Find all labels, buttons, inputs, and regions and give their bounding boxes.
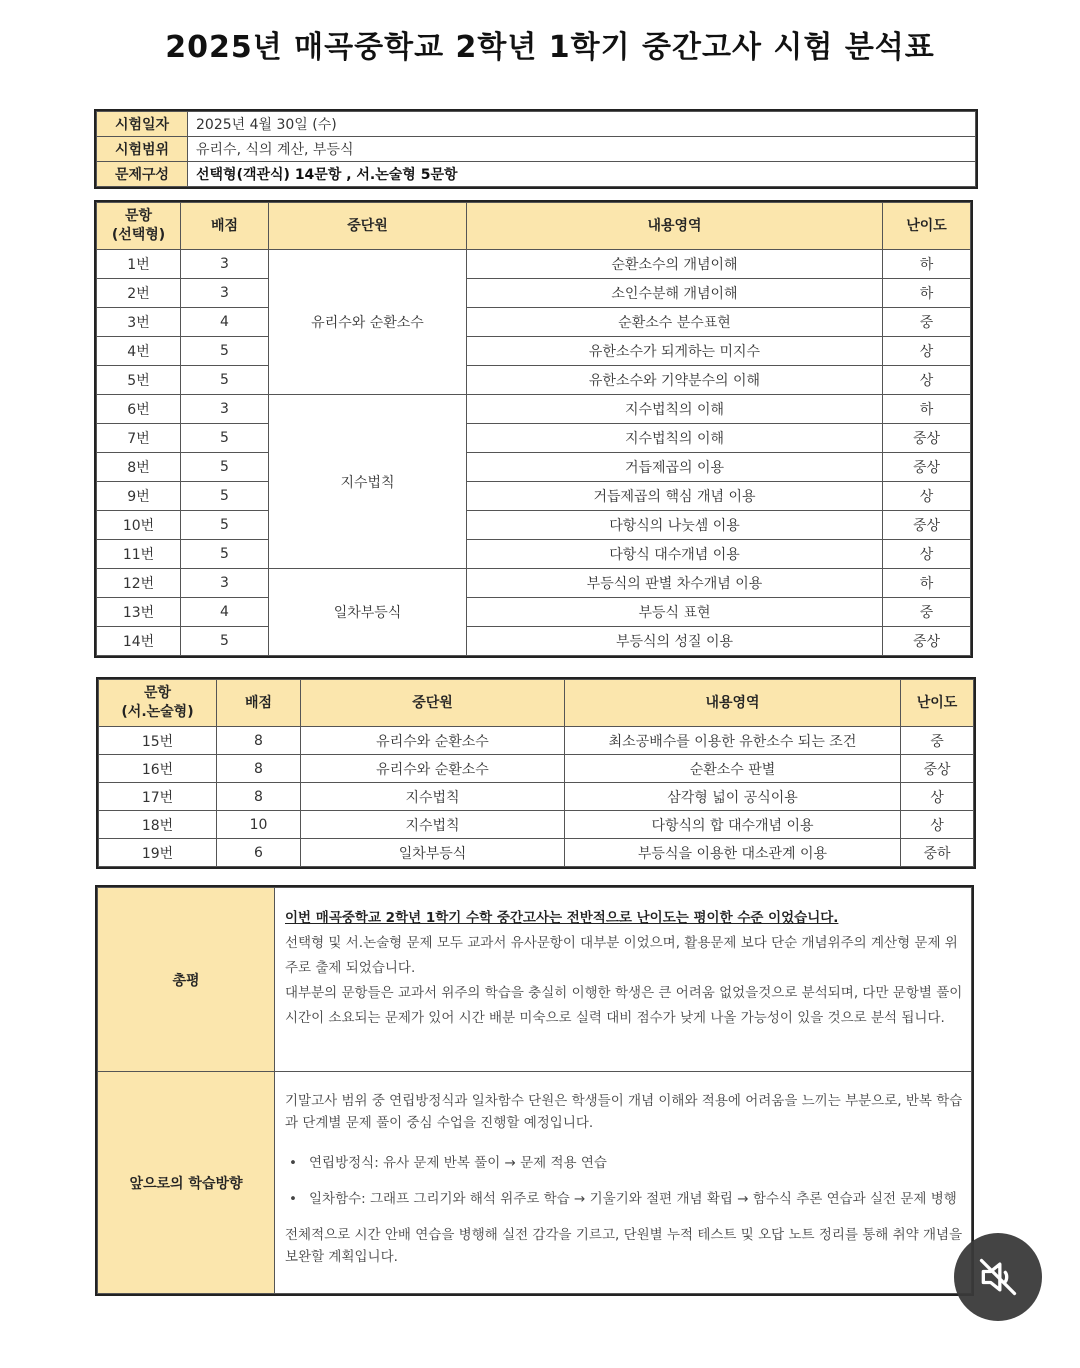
unit-cell: 지수법칙 bbox=[269, 395, 467, 569]
points: 4 bbox=[181, 598, 269, 627]
unit-cell: 지수법칙 bbox=[301, 811, 565, 839]
info-label: 문제구성 bbox=[97, 162, 188, 187]
speaker-muted-icon[interactable] bbox=[954, 1233, 1042, 1321]
table-row bbox=[97, 511, 971, 540]
points: 5 bbox=[181, 366, 269, 395]
question-number: 6번 bbox=[97, 395, 181, 424]
bullet-text: 일차함수: 그래프 그리기와 해석 위주로 학습 → 기울기와 절편 개념 확립 → 함수식 추론 연습과 실전 문제 병행 bbox=[309, 1191, 957, 1207]
content-area: 거듭제곱의 이용 bbox=[467, 453, 883, 482]
header-question bbox=[99, 680, 217, 727]
content-area: 부등식 표현 bbox=[467, 598, 883, 627]
content-area: 다항식의 나눗셈 이용 bbox=[467, 511, 883, 540]
difficulty: 중하 bbox=[901, 839, 974, 867]
table-row bbox=[97, 482, 971, 511]
header-question-line1: 문항 bbox=[124, 208, 153, 224]
header-content: 내용영역 bbox=[467, 203, 883, 250]
difficulty: 중 bbox=[883, 598, 971, 627]
table-row bbox=[97, 279, 971, 308]
table-row bbox=[99, 727, 974, 755]
summary-body-1: 선택형 및 서.논술형 문제 모두 교과서 유사문항이 대부분 이었으며, 활용문제 보다 단순 개념위주의 계산형 문제 위주로 출제 되었습니다. bbox=[285, 935, 958, 976]
table-row bbox=[97, 250, 971, 279]
header-question-line2: (선택형) bbox=[111, 227, 166, 243]
question-number: 2번 bbox=[97, 279, 181, 308]
header-level: 난이도 bbox=[901, 680, 974, 727]
table-row bbox=[97, 366, 971, 395]
table-row bbox=[97, 308, 971, 337]
points: 5 bbox=[181, 540, 269, 569]
difficulty: 중상 bbox=[883, 511, 971, 540]
content-area: 순환소수 판별 bbox=[565, 755, 901, 783]
difficulty: 중상 bbox=[883, 424, 971, 453]
points: 3 bbox=[181, 250, 269, 279]
difficulty: 상 bbox=[901, 783, 974, 811]
summary-label: 총평 bbox=[98, 888, 275, 1072]
difficulty: 하 bbox=[883, 395, 971, 424]
content-area: 부등식의 성질 이용 bbox=[467, 627, 883, 656]
difficulty: 상 bbox=[883, 482, 971, 511]
info-label: 시험일자 bbox=[97, 112, 188, 137]
summary-body-2: 대부분의 문항들은 교과서 위주의 학습을 충실히 이행한 학생은 큰 어려움 없었을것으로 분석되며, 다만 문항별 풀이 시간이 소요되는 문제가 있어 시간 배분 미숙으로 실력 대비 점수가 낮게 나올 가능성이 있을 것으로 분석 됩니다. bbox=[285, 985, 963, 1026]
info-label: 시험범위 bbox=[97, 137, 188, 162]
difficulty: 상 bbox=[883, 337, 971, 366]
table-row bbox=[97, 627, 971, 656]
question-number: 1번 bbox=[97, 250, 181, 279]
exam-info-table bbox=[96, 111, 976, 187]
content-area: 최소공배수를 이용한 유한소수 되는 조건 bbox=[565, 727, 901, 755]
points: 8 bbox=[217, 755, 301, 783]
question-number: 19번 bbox=[99, 839, 217, 867]
header-points: 배점 bbox=[181, 203, 269, 250]
header-level: 난이도 bbox=[883, 203, 971, 250]
header-unit: 중단원 bbox=[269, 203, 467, 250]
content-area: 지수법칙의 이해 bbox=[467, 395, 883, 424]
essay-table bbox=[98, 679, 974, 867]
unit-cell: 유리수와 순환소수 bbox=[301, 755, 565, 783]
direction-intro: 기말고사 범위 중 연립방정식과 일차함수 단원은 학생들이 개념 이해와 적용에 어려움을 느끼는 부분으로, 반복 학습과 단계별 문제 풀이 중심 수업을 진행할 예정입니다. bbox=[285, 1093, 963, 1131]
bullet-icon: • bbox=[289, 1155, 297, 1171]
question-number: 5번 bbox=[97, 366, 181, 395]
question-number: 3번 bbox=[97, 308, 181, 337]
table-row bbox=[97, 337, 971, 366]
speaker-muted-glyph bbox=[976, 1255, 1020, 1299]
question-number: 4번 bbox=[97, 337, 181, 366]
points: 8 bbox=[217, 783, 301, 811]
points: 5 bbox=[181, 511, 269, 540]
table-row bbox=[97, 395, 971, 424]
difficulty: 하 bbox=[883, 569, 971, 598]
question-number: 18번 bbox=[99, 811, 217, 839]
table-row bbox=[99, 755, 974, 783]
content-area: 거듭제곱의 핵심 개념 이용 bbox=[467, 482, 883, 511]
table-row bbox=[97, 598, 971, 627]
question-number: 7번 bbox=[97, 424, 181, 453]
difficulty: 중 bbox=[883, 308, 971, 337]
content-area: 부등식을 이용한 대소관계 이용 bbox=[565, 839, 901, 867]
content-area: 순환소수 분수표현 bbox=[467, 308, 883, 337]
difficulty: 중상 bbox=[883, 453, 971, 482]
content-area: 소인수분해 개념이해 bbox=[467, 279, 883, 308]
points: 5 bbox=[181, 337, 269, 366]
table-row bbox=[97, 540, 971, 569]
question-number: 15번 bbox=[99, 727, 217, 755]
info-value: 선택형(객관식) 14문항 , 서.논술형 5문항 bbox=[188, 162, 976, 187]
content-area: 부등식의 판별 차수개념 이용 bbox=[467, 569, 883, 598]
question-number: 16번 bbox=[99, 755, 217, 783]
difficulty: 상 bbox=[883, 366, 971, 395]
points: 8 bbox=[217, 727, 301, 755]
list-item bbox=[285, 1188, 963, 1210]
page-title: 2025년 매곡중학교 2학년 1학기 중간고사 시험 분석표 bbox=[165, 30, 935, 65]
summary-table bbox=[97, 887, 972, 1294]
points: 5 bbox=[181, 627, 269, 656]
points: 6 bbox=[217, 839, 301, 867]
table-row bbox=[99, 839, 974, 867]
content-area: 다항식의 합 대수개념 이용 bbox=[565, 811, 901, 839]
content-area: 유한소수와 기약분수의 이해 bbox=[467, 366, 883, 395]
content-area: 다항식 대수개념 이용 bbox=[467, 540, 883, 569]
points: 5 bbox=[181, 424, 269, 453]
points: 3 bbox=[181, 569, 269, 598]
unit-cell: 유리수와 순환소수 bbox=[269, 250, 467, 395]
difficulty: 상 bbox=[901, 811, 974, 839]
unit-cell: 일차부등식 bbox=[269, 569, 467, 656]
table-row bbox=[97, 424, 971, 453]
content-area: 유한소수가 되게하는 미지수 bbox=[467, 337, 883, 366]
question-number: 10번 bbox=[97, 511, 181, 540]
info-value: 유리수, 식의 계산, 부등식 bbox=[188, 137, 976, 162]
table-row bbox=[99, 783, 974, 811]
direction-text bbox=[275, 1072, 972, 1294]
table-row bbox=[99, 811, 974, 839]
difficulty: 중상 bbox=[901, 755, 974, 783]
difficulty: 하 bbox=[883, 279, 971, 308]
question-number: 9번 bbox=[97, 482, 181, 511]
direction-label: 앞으로의 학습방향 bbox=[98, 1072, 275, 1294]
content-area: 순환소수의 개념이해 bbox=[467, 250, 883, 279]
list-item bbox=[285, 1152, 963, 1174]
unit-cell: 일차부등식 bbox=[301, 839, 565, 867]
unit-cell: 유리수와 순환소수 bbox=[301, 727, 565, 755]
header-points: 배점 bbox=[217, 680, 301, 727]
difficulty: 중상 bbox=[883, 627, 971, 656]
difficulty: 하 bbox=[883, 250, 971, 279]
difficulty: 상 bbox=[883, 540, 971, 569]
direction-closing: 전체적으로 시간 안배 연습을 병행해 실전 감각을 기르고, 단원별 누적 테스트 및 오답 노트 정리를 통해 취약 개념을 보완할 계획입니다. bbox=[285, 1227, 963, 1265]
question-number: 11번 bbox=[97, 540, 181, 569]
question-number: 14번 bbox=[97, 627, 181, 656]
table-row bbox=[97, 569, 971, 598]
summary-text bbox=[275, 888, 972, 1072]
question-number: 13번 bbox=[97, 598, 181, 627]
header-question-line1: 문항 bbox=[143, 685, 172, 701]
info-value: 2025년 4월 30일 (수) bbox=[188, 112, 976, 137]
unit-cell: 지수법칙 bbox=[301, 783, 565, 811]
header-question bbox=[97, 203, 181, 250]
points: 10 bbox=[217, 811, 301, 839]
content-area: 삼각형 넓이 공식이용 bbox=[565, 783, 901, 811]
points: 3 bbox=[181, 395, 269, 424]
points: 5 bbox=[181, 482, 269, 511]
bullet-icon: • bbox=[289, 1191, 297, 1207]
multiple-choice-table bbox=[96, 202, 971, 656]
content-area: 지수법칙의 이해 bbox=[467, 424, 883, 453]
header-content: 내용영역 bbox=[565, 680, 901, 727]
bullet-text: 연립방정식: 유사 문제 반복 풀이 → 문제 적용 연습 bbox=[309, 1155, 607, 1171]
question-number: 17번 bbox=[99, 783, 217, 811]
header-unit: 중단원 bbox=[301, 680, 565, 727]
points: 4 bbox=[181, 308, 269, 337]
question-number: 8번 bbox=[97, 453, 181, 482]
question-number: 12번 bbox=[97, 569, 181, 598]
summary-headline: 이번 매곡중학교 2학년 1학기 수학 중간고사는 전반적으로 난이도는 평이한 수준 이었습니다. bbox=[285, 910, 839, 926]
points: 3 bbox=[181, 279, 269, 308]
difficulty: 중 bbox=[901, 727, 974, 755]
points: 5 bbox=[181, 453, 269, 482]
header-question-line2: (서.논술형) bbox=[121, 704, 194, 720]
table-row bbox=[97, 453, 971, 482]
